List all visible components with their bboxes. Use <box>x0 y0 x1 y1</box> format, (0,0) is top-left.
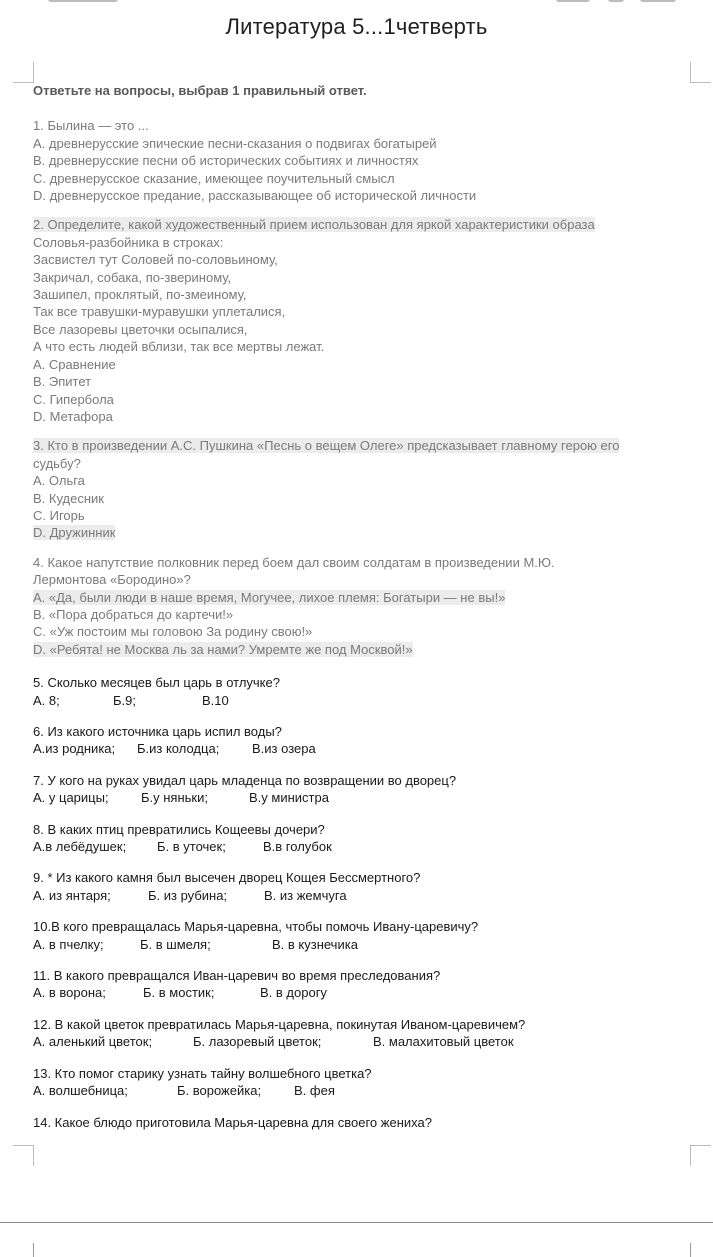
question-text: 12. В какой цветок превратилась Марья-царевна, покинутая Иваном-царевичем? <box>33 1016 526 1032</box>
question-1 <box>33 117 683 204</box>
answer-option[interactable]: C. Гипербола <box>33 391 114 407</box>
status-bar-remnant <box>0 0 713 8</box>
poem-line: Зашипел, проклятый, по-змеиному, <box>33 287 247 303</box>
answer-options-row <box>33 1033 683 1050</box>
answer-option[interactable]: А. волшебница; <box>33 1083 128 1099</box>
question-13 <box>33 1065 683 1100</box>
answer-option[interactable]: А. у царицы; <box>33 790 109 806</box>
answer-option[interactable]: A. Сравнение <box>33 356 116 372</box>
question-text: 11. В какого превращался Иван-царевич во время преследования? <box>33 968 441 984</box>
question-text: 8. В каких птиц превратились Кощеевы дочери? <box>33 821 325 837</box>
answer-option[interactable]: Б. лазоревый цветок; <box>193 1034 322 1050</box>
answer-options-row <box>33 740 683 757</box>
answer-options-row <box>33 692 683 709</box>
question-7 <box>33 772 683 807</box>
answer-option[interactable]: Б.у няньки; <box>141 790 208 806</box>
answer-options-row <box>33 838 683 855</box>
question-text: 13. Кто помог старику узнать тайну волшебного цветка? <box>33 1065 372 1081</box>
question-text: 9. * Из какого камня был высечен дворец Кощея Бессмертного? <box>33 870 421 886</box>
answer-option[interactable]: A. «Да, были люди в наше время, Могучее, лихое племя: Богатыри — не вы!» <box>33 589 506 605</box>
question-3 <box>33 437 683 541</box>
question-14 <box>33 1114 683 1131</box>
answer-option[interactable]: Б. ворожейка; <box>177 1083 262 1099</box>
answer-option[interactable]: Б. из рубина; <box>148 887 228 903</box>
answer-option[interactable]: В.у министра <box>249 790 329 806</box>
answer-option[interactable]: В. в дорогу <box>260 985 327 1001</box>
answer-option[interactable]: D. Дружинник <box>33 525 116 541</box>
answer-option[interactable]: В.10 <box>202 692 229 708</box>
poem-line: Все лазоревы цветочки осыпалися, <box>33 321 248 337</box>
answer-option[interactable]: Б.9; <box>113 692 136 708</box>
document-body <box>33 82 683 1131</box>
margin-corner-mark <box>33 1243 34 1257</box>
question-12 <box>33 1016 683 1051</box>
answer-option[interactable]: B. Эпитет <box>33 374 92 390</box>
page-break-line <box>0 1222 713 1223</box>
question-2 <box>33 216 683 425</box>
answer-option[interactable]: B. Кудесник <box>33 490 104 506</box>
question-text: 5. Сколько месяцев был царь в отлучке? <box>33 675 280 691</box>
question-text: 10.В кого превращалась Марья-царевна, чтобы помочь Ивану-царевичу? <box>33 919 479 935</box>
answer-option[interactable]: А.в лебёдушек; <box>33 839 127 855</box>
status-bar-fragment <box>48 0 118 2</box>
answer-option[interactable]: В. малахитовый цветок <box>373 1034 514 1050</box>
answer-options-row <box>33 789 683 806</box>
poem-line: Так все травушки-муравушки уплеталися, <box>33 304 286 320</box>
answer-option[interactable]: А. 8; <box>33 692 60 708</box>
answer-option[interactable]: А. аленький цветок; <box>33 1034 153 1050</box>
question-text: 2. Определите, какой художественный прием использован для яркой характеристики образа <box>33 217 595 233</box>
question-4 <box>33 554 683 658</box>
answer-option[interactable]: Б.из колодца; <box>137 741 220 757</box>
question-text: 14. Какое блюдо приготовила Марья-царевна для своего жениха? <box>33 1114 432 1130</box>
poem-line: Закричал, собака, по-звериному, <box>33 269 232 285</box>
margin-corner-mark <box>690 1243 691 1257</box>
question-11 <box>33 967 683 1002</box>
answer-option[interactable]: D. «Ребята! не Москва ль за нами? Умремте же под Москвой!» <box>33 641 413 657</box>
answer-option[interactable]: D. Метафора <box>33 408 113 424</box>
answer-options-row <box>33 936 683 953</box>
margin-corner-mark <box>13 1145 34 1166</box>
status-bar-fragment <box>608 0 624 2</box>
answer-option[interactable]: В.из озера <box>252 741 316 757</box>
answer-option[interactable]: D. древнерусское предание, рассказывающее об исторической личности <box>33 188 477 204</box>
question-text: 7. У кого на руках увидал царь младенца по возвращении во дворец? <box>33 772 457 788</box>
poem-line: Засвистел тут Соловей по-соловьиному, <box>33 252 278 268</box>
answer-option[interactable]: C. Игорь <box>33 507 85 523</box>
question-text: судьбу? <box>33 455 81 471</box>
answer-option[interactable]: C. «Уж постоим мы головою За родину свою!» <box>33 624 313 640</box>
question-text: 4. Какое напутствие полковник перед боем дал своим солдатам в произведении М.Ю. <box>33 554 555 570</box>
answer-option[interactable]: B. «Пора добраться до картечи!» <box>33 606 234 622</box>
answer-option[interactable]: А. в пчелку; <box>33 936 104 952</box>
question-text: 3. Кто в произведении А.С. Пушкина «Песнь о вещем Олеге» предсказывает главному герою его <box>33 438 620 454</box>
question-9 <box>33 869 683 904</box>
answer-option[interactable]: B. древнерусские песни об исторических событиях и личностях <box>33 153 419 169</box>
question-text: Соловья-разбойника в строках: <box>33 234 224 250</box>
answer-option[interactable]: Б. в уточек; <box>157 839 226 855</box>
question-10 <box>33 918 683 953</box>
margin-corner-mark <box>13 62 34 83</box>
answer-option[interactable]: Б. в шмеля; <box>140 936 211 952</box>
answer-option[interactable]: A. древнерусские эпические песни-сказания о подвигах богатырей <box>33 135 437 151</box>
question-8 <box>33 821 683 856</box>
question-text: Лермонтова «Бородино»? <box>33 572 191 588</box>
answer-option[interactable]: А.из родника; <box>33 741 116 757</box>
status-bar-fragment <box>556 0 590 2</box>
answer-options-row <box>33 984 683 1001</box>
answer-option[interactable]: В. из жемчуга <box>264 887 347 903</box>
margin-corner-mark <box>690 62 711 83</box>
question-text: 1. Былина — это ... <box>33 118 149 134</box>
answer-option[interactable]: В.в голубок <box>263 839 332 855</box>
question-6 <box>33 723 683 758</box>
status-bar-fragment <box>640 0 676 2</box>
document-title: Литература 5...1четверть <box>225 14 488 39</box>
answer-option[interactable]: A. Ольга <box>33 473 85 489</box>
answer-options-row <box>33 887 683 904</box>
answer-option[interactable]: C. древнерусское сказание, имеющее поучительный смысл <box>33 170 395 186</box>
answer-option[interactable]: Б. в мостик; <box>143 985 215 1001</box>
question-5 <box>33 674 683 709</box>
instruction-text: Ответьте на вопросы, выбрав 1 правильный ответ. <box>33 83 367 98</box>
poem-line: А что есть людей вблизи, так все мертвы лежат. <box>33 339 325 355</box>
answer-option[interactable]: В. в кузнечика <box>272 936 358 952</box>
margin-corner-mark <box>690 1145 711 1166</box>
answer-options-row <box>33 1082 683 1099</box>
question-text: 6. Из какого источника царь испил воды? <box>33 724 282 739</box>
answer-option[interactable]: А. из янтаря; <box>33 887 111 903</box>
answer-option[interactable]: А. в ворона; <box>33 985 106 1001</box>
answer-option[interactable]: В. фея <box>294 1083 335 1099</box>
